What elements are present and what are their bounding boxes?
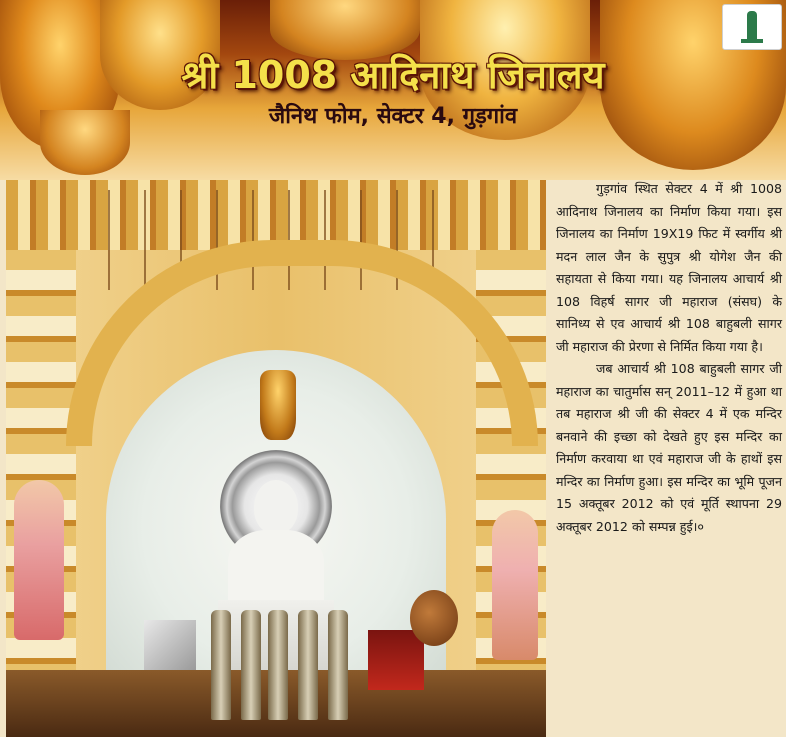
article-paragraph: गुड़गांव स्थित सेक्टर 4 में श्री 1008 आदिनाथ जिनालय का निर्माण किया गया। इस जिनालय का निर्माण 19X19 फिट में स्वर्गीय श्री मदन लाल जैन के सुपुत्र श्री योगेश जैन की सहायता से किया गया। यह जिनालय आचार्य श्री 108 विहर्ष सागर जी महाराज (संसघ) के सानिध्य से एव आचार्य श्री 108 बाहुबली सागर जी महाराज की प्रेरणा से निर्मित किया गया है।	[556, 181, 782, 354]
tower-shape	[747, 11, 757, 41]
golden-canopy	[260, 370, 296, 440]
ritual-lamp	[211, 610, 231, 720]
idol-head	[254, 480, 298, 534]
tower-base-shape	[741, 39, 763, 43]
ritual-lamp	[241, 610, 261, 720]
idol-body	[228, 530, 324, 610]
ritual-lamp	[298, 610, 318, 720]
page-subtitle: जैनिथ फोम, सेक्टर 4, गुड़गांव	[268, 104, 518, 129]
article-paragraph: जब आचार्य श्री 108 बाहुबली सागर जी महाराज का चातुर्मास सन् 2011–12 में हुआ था तब महाराज श्री जी की सेक्टर 4 में एक मन्दिर बनवाने की इच्छा को देखते हुए इस मन्दिर का निर्माण करवाया था एवं महाराज जी के हाथों इस मन्दिर का निर्माण हुआ। इस मन्दिर का भूमि पूजन 15 अक्तूबर 2012 को एवं मूर्ति स्थापना 29 अक्तूबर 2012 को सम्पन्न हुई।०	[556, 361, 782, 534]
silver-offering-box	[144, 620, 196, 670]
red-offering-box	[368, 630, 424, 690]
tower-logo-icon	[722, 4, 782, 50]
temple-photo	[6, 180, 546, 737]
right-statue	[492, 510, 538, 660]
page-title: श्री 1008 आदिनाथ जिनालय	[181, 53, 605, 97]
ritual-lamp	[328, 610, 348, 720]
coconut-offering	[410, 590, 458, 646]
article-text	[556, 178, 782, 733]
ritual-lamp	[268, 610, 288, 720]
left-statue	[14, 480, 64, 640]
